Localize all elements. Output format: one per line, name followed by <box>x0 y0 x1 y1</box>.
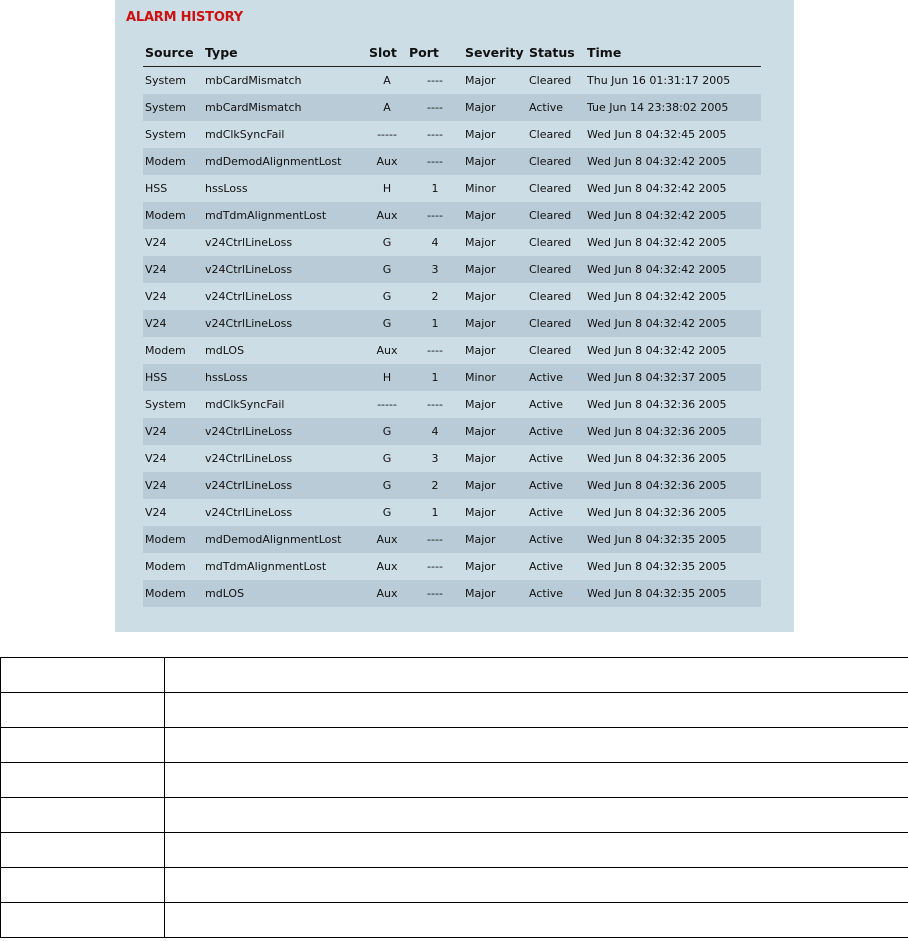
cell-source: Modem <box>143 202 203 229</box>
table-row <box>143 148 761 175</box>
column-header-type: Type <box>203 38 367 67</box>
table-row <box>143 391 761 418</box>
table-row <box>143 499 761 526</box>
cell-port: 2 <box>407 472 463 499</box>
cell-port: 1 <box>431 182 439 195</box>
cell-source: System <box>145 128 187 141</box>
column-header-severity: Severity <box>463 38 527 67</box>
alarm-history-table <box>143 38 761 607</box>
cell-status: Cleared <box>529 344 572 357</box>
cell-status: Active <box>527 94 585 121</box>
cell-severity: Major <box>465 398 496 411</box>
cell-status: Cleared <box>529 128 572 141</box>
cell-slot: Aux <box>376 560 398 573</box>
cell-type: v24CtrlLineLoss <box>203 418 367 445</box>
table-header-row <box>143 38 761 67</box>
alarm-history-panel <box>115 0 794 632</box>
table-row <box>143 256 761 283</box>
cell-severity: Major <box>465 74 496 87</box>
cell-port: 3 <box>431 452 439 465</box>
table-row <box>143 553 761 580</box>
cell-type: v24CtrlLineLoss <box>203 472 367 499</box>
cell-port: ---- <box>407 148 463 175</box>
cell-type: hssLoss <box>205 182 248 195</box>
cell-port: ---- <box>427 560 443 573</box>
cell-severity: Major <box>463 202 527 229</box>
cell-status: Active <box>529 452 564 465</box>
cell-port: 4 <box>407 418 463 445</box>
doc-table-row <box>1 693 908 728</box>
cell-time: Wed Jun 8 04:32:35 2005 <box>585 580 761 607</box>
table-row <box>143 229 761 256</box>
doc-table-cell <box>1 833 165 868</box>
cell-port: 1 <box>431 506 439 519</box>
cell-source: V24 <box>145 452 167 465</box>
cell-status: Cleared <box>529 236 572 249</box>
cell-port: ---- <box>407 526 463 553</box>
cell-port: ---- <box>407 94 463 121</box>
cell-port: ---- <box>407 580 463 607</box>
cell-slot: G <box>367 310 407 337</box>
cell-port: ---- <box>427 74 443 87</box>
cell-slot: A <box>367 94 407 121</box>
cell-severity: Major <box>463 526 527 553</box>
cell-status: Cleared <box>529 182 572 195</box>
cell-slot: Aux <box>376 344 398 357</box>
cell-slot: G <box>382 452 392 465</box>
cell-port: ---- <box>427 344 443 357</box>
cell-status: Cleared <box>527 148 585 175</box>
cell-source: System <box>143 94 203 121</box>
cell-severity: Major <box>465 344 496 357</box>
doc-table-cell <box>1 693 165 728</box>
cell-source: Modem <box>143 580 203 607</box>
cell-slot: ----- <box>377 128 397 141</box>
doc-table-row <box>1 763 908 798</box>
cell-source: V24 <box>145 236 167 249</box>
cell-time: Wed Jun 8 04:32:36 2005 <box>587 506 727 519</box>
cell-slot: G <box>367 472 407 499</box>
column-header-status: Status <box>527 38 585 67</box>
cell-time: Wed Jun 8 04:32:42 2005 <box>585 202 761 229</box>
cell-status: Active <box>527 364 585 391</box>
cell-severity: Major <box>465 560 496 573</box>
cell-severity: Major <box>465 506 496 519</box>
cell-severity: Major <box>465 128 496 141</box>
table-row <box>143 67 761 95</box>
cell-time: Thu Jun 16 01:31:17 2005 <box>587 74 731 87</box>
column-header-source: Source <box>143 38 203 67</box>
cell-slot: H <box>382 182 392 195</box>
cell-time: Wed Jun 8 04:32:36 2005 <box>587 398 727 411</box>
cell-status: Active <box>529 560 564 573</box>
table-row <box>143 364 761 391</box>
cell-port: ---- <box>427 128 443 141</box>
table-row <box>143 94 761 121</box>
empty-document-table <box>0 657 908 938</box>
cell-slot: A <box>383 74 391 87</box>
cell-severity: Major <box>463 472 527 499</box>
cell-status: Cleared <box>529 74 572 87</box>
cell-port: 3 <box>407 256 463 283</box>
cell-status: Active <box>527 472 585 499</box>
table-row <box>143 310 761 337</box>
doc-table-cell <box>165 728 908 763</box>
doc-table-row <box>1 868 908 903</box>
table-row <box>143 337 761 364</box>
doc-table-cell <box>165 868 908 903</box>
cell-source: Modem <box>145 560 186 573</box>
cell-type: mdDemodAlignmentLost <box>203 148 367 175</box>
cell-severity: Major <box>465 452 496 465</box>
cell-severity: Minor <box>463 364 527 391</box>
doc-table-row <box>1 728 908 763</box>
cell-slot: G <box>367 418 407 445</box>
column-header-slot: Slot <box>367 38 407 67</box>
cell-time: Wed Jun 8 04:32:42 2005 <box>585 256 761 283</box>
cell-type: mdClkSyncFail <box>205 128 285 141</box>
panel-title: ALARM HISTORY <box>126 10 243 25</box>
cell-time: Wed Jun 8 04:32:42 2005 <box>587 236 727 249</box>
cell-time: Wed Jun 8 04:32:45 2005 <box>587 128 727 141</box>
cell-slot: Aux <box>367 526 407 553</box>
cell-source: Modem <box>143 526 203 553</box>
table-row <box>143 283 761 310</box>
cell-severity: Major <box>463 580 527 607</box>
cell-time: Wed Jun 8 04:32:42 2005 <box>587 182 727 195</box>
table-row <box>143 526 761 553</box>
cell-source: System <box>145 398 187 411</box>
cell-type: v24CtrlLineLoss <box>203 310 367 337</box>
cell-slot: G <box>367 256 407 283</box>
table-row <box>143 472 761 499</box>
cell-source: Modem <box>145 344 186 357</box>
cell-time: Wed Jun 8 04:32:42 2005 <box>585 148 761 175</box>
doc-table-cell <box>165 763 908 798</box>
cell-port: 1 <box>407 310 463 337</box>
table-row <box>143 418 761 445</box>
cell-source: System <box>145 74 187 87</box>
cell-port: 2 <box>431 290 439 303</box>
cell-time: Wed Jun 8 04:32:35 2005 <box>587 560 727 573</box>
doc-table-cell <box>165 833 908 868</box>
cell-slot: ----- <box>377 398 397 411</box>
table-row <box>143 580 761 607</box>
cell-time: Wed Jun 8 04:32:42 2005 <box>587 344 727 357</box>
cell-status: Cleared <box>527 310 585 337</box>
cell-severity: Major <box>465 290 496 303</box>
cell-severity: Major <box>463 256 527 283</box>
cell-slot: G <box>382 506 392 519</box>
cell-port: 1 <box>407 364 463 391</box>
cell-type: v24CtrlLineLoss <box>205 290 293 303</box>
cell-time: Wed Jun 8 04:32:42 2005 <box>585 310 761 337</box>
doc-table-cell <box>1 903 165 938</box>
doc-table-cell <box>1 868 165 903</box>
cell-port: ---- <box>407 202 463 229</box>
cell-type: mdDemodAlignmentLost <box>203 526 367 553</box>
doc-table-row <box>1 658 908 693</box>
cell-slot: Aux <box>367 202 407 229</box>
cell-source: HSS <box>143 364 203 391</box>
cell-status: Cleared <box>527 256 585 283</box>
doc-table-cell <box>1 798 165 833</box>
doc-table-row <box>1 798 908 833</box>
cell-time: Wed Jun 8 04:32:36 2005 <box>587 452 727 465</box>
cell-status: Active <box>527 526 585 553</box>
doc-table-row <box>1 903 908 938</box>
cell-slot: Aux <box>367 148 407 175</box>
cell-source: V24 <box>143 472 203 499</box>
column-header-time: Time <box>585 38 761 67</box>
cell-time: Wed Jun 8 04:32:36 2005 <box>585 418 761 445</box>
cell-severity: Major <box>465 236 496 249</box>
doc-table-cell <box>165 658 908 693</box>
cell-severity: Major <box>463 148 527 175</box>
cell-severity: Major <box>463 418 527 445</box>
cell-status: Active <box>529 506 564 519</box>
cell-status: Active <box>529 398 564 411</box>
cell-status: Active <box>527 580 585 607</box>
table-row <box>143 175 761 202</box>
table-row <box>143 445 761 472</box>
cell-type: v24CtrlLineLoss <box>205 452 293 465</box>
cell-status: Cleared <box>529 290 572 303</box>
cell-port: 4 <box>431 236 439 249</box>
cell-time: Wed Jun 8 04:32:37 2005 <box>585 364 761 391</box>
cell-time: Wed Jun 8 04:32:42 2005 <box>587 290 727 303</box>
cell-slot: H <box>367 364 407 391</box>
cell-type: mdLOS <box>205 344 245 357</box>
cell-time: Wed Jun 8 04:32:35 2005 <box>585 526 761 553</box>
doc-table-cell <box>1 658 165 693</box>
doc-table-cell <box>1 728 165 763</box>
table-row <box>143 202 761 229</box>
cell-type: mdTdmAlignmentLost <box>205 560 327 573</box>
cell-status: Cleared <box>527 202 585 229</box>
cell-type: mbCardMismatch <box>205 74 302 87</box>
cell-slot: Aux <box>367 580 407 607</box>
cell-status: Active <box>527 418 585 445</box>
cell-type: mdClkSyncFail <box>205 398 285 411</box>
cell-type: v24CtrlLineLoss <box>205 236 293 249</box>
cell-type: mdTdmAlignmentLost <box>203 202 367 229</box>
cell-source: V24 <box>145 290 167 303</box>
cell-time: Tue Jun 14 23:38:02 2005 <box>585 94 761 121</box>
cell-type: v24CtrlLineLoss <box>205 506 293 519</box>
column-header-port: Port <box>407 38 463 67</box>
cell-slot: G <box>382 290 392 303</box>
cell-port: ---- <box>427 398 443 411</box>
doc-table-cell <box>1 763 165 798</box>
doc-table-row <box>1 833 908 868</box>
cell-slot: G <box>382 236 392 249</box>
cell-severity: Major <box>463 310 527 337</box>
cell-source: V24 <box>143 310 203 337</box>
cell-severity: Major <box>463 94 527 121</box>
table-row <box>143 121 761 148</box>
cell-type: hssLoss <box>203 364 367 391</box>
cell-time: Wed Jun 8 04:32:36 2005 <box>585 472 761 499</box>
doc-table-cell <box>165 798 908 833</box>
cell-source: V24 <box>145 506 167 519</box>
cell-source: HSS <box>145 182 168 195</box>
cell-type: mbCardMismatch <box>203 94 367 121</box>
cell-source: V24 <box>143 418 203 445</box>
cell-severity: Minor <box>465 182 496 195</box>
cell-type: v24CtrlLineLoss <box>203 256 367 283</box>
doc-table-cell <box>165 903 908 938</box>
cell-type: mdLOS <box>203 580 367 607</box>
cell-source: Modem <box>143 148 203 175</box>
cell-source: V24 <box>143 256 203 283</box>
doc-table-cell <box>165 693 908 728</box>
